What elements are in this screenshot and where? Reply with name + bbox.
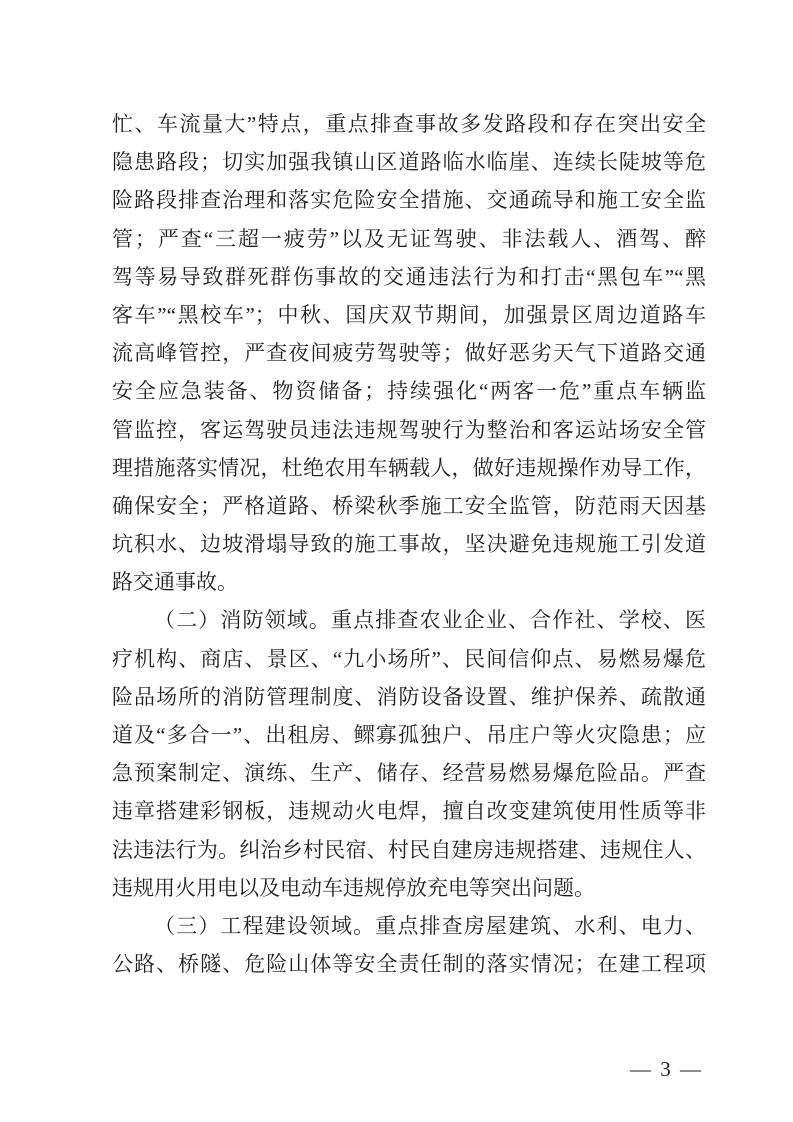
document-line: 流高峰管控，严查夜间疲劳驾驶等；做好恶劣天气下道路交通	[112, 341, 706, 366]
document-line: 路交通事故。	[112, 570, 238, 595]
document-line: 公路、桥隧、危险山体等安全责任制的落实情况；在建工程项	[112, 952, 706, 977]
document-line: 隐患路段；切实加强我镇山区道路临水临崖、连续长陡坡等危	[112, 150, 706, 175]
page-number: — 3 —	[630, 1057, 703, 1081]
document-line: 急预案制定、演练、生产、储存、经营易燃易爆危险品。严查	[112, 761, 706, 786]
document-line: 忙、车流量大”特点，重点排查事故多发路段和存在突出安全	[112, 112, 706, 136]
section-heading-line-fire: （二）消防领域。重点排查农业企业、合作社、学校、医	[154, 608, 706, 633]
document-text-block	[112, 105, 706, 983]
document-line: 违规用火用电以及电动车违规停放充电等突出问题。	[112, 875, 595, 900]
document-line: 法违法行为。纠治乡村民宿、村民自建房违规搭建、违规住人、	[112, 837, 706, 862]
document-line: 险品场所的消防管理制度、消防设备设置、维护保养、疏散通	[112, 684, 706, 709]
document-line: 险路段排查治理和落实危险安全措施、交通疏导和施工安全监	[112, 188, 706, 213]
section-heading-line-construction: （三）工程建设领域。重点排查房屋建筑、水利、电力、	[154, 913, 706, 938]
document-line: 驾等易导致群死群伤事故的交通违法行为和打击“黑包车”“黑	[112, 264, 706, 289]
document-line: 违章搭建彩钢板，违规动火电焊，擅自改变建筑使用性质等非	[112, 799, 706, 824]
document-line: 理措施落实情况，杜绝农用车辆载人，做好违规操作劝导工作，	[112, 455, 706, 480]
document-line: 管；严查“三超一疲劳”以及无证驾驶、非法载人、酒驾、醉	[112, 226, 706, 251]
document-line: 客车”“黑校车”；中秋、国庆双节期间，加强景区周边道路车	[112, 302, 706, 327]
document-line: 疗机构、商店、景区、“九小场所”、民间信仰点、易燃易爆危	[112, 646, 706, 671]
document-line: 安全应急装备、物资储备；持续强化“两客一危”重点车辆监	[112, 379, 706, 404]
document-line: 道及“多合一”、出租房、鳏寡孤独户、吊庄户等火灾隐患；应	[112, 723, 706, 747]
document-line: 坑积水、边坡滑塌导致的施工事故，坚决避免违规施工引发道	[112, 532, 706, 557]
document-line: 确保安全；严格道路、桥梁秋季施工安全监管，防范雨天因基	[112, 493, 706, 518]
document-line: 管监控，客运驾驶员违法违规驾驶行为整治和客运站场安全管	[112, 417, 706, 442]
